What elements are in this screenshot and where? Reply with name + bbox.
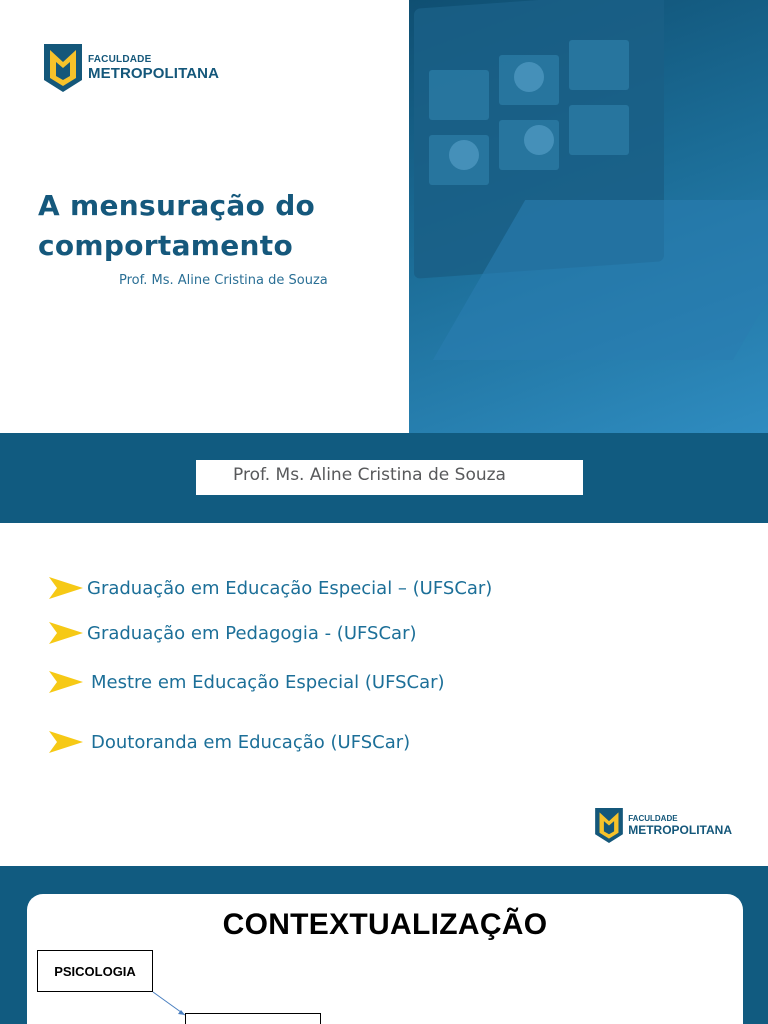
video-call-photo [409,0,768,433]
brand-line-2: METROPOLITANA [88,65,220,82]
slide-context [0,866,768,1024]
arrow-bullet-icon [49,729,83,755]
bio-item [49,620,417,646]
slide-title-heading: A mensuração do comportamento [38,189,316,262]
brand-line-2: METROPOLITANA [628,823,732,837]
bio-item-label: Graduação em Educação Especial – (UFSCar) [87,577,493,599]
brand-logo [595,808,732,843]
shield-m-icon [44,44,82,92]
arrow-bullet-icon [49,669,83,695]
call-tile [429,70,489,120]
bio-item [49,575,492,601]
bio-item-label: Doutoranda em Educação (UFSCar) [91,731,411,753]
bio-item-label: Mestre em Educação Especial (UFSCar) [91,671,445,693]
slide-title [0,0,768,433]
brand-line-1: FACULDADE [628,814,678,823]
brand-line-1: FACULDADE [88,54,152,65]
context-title: CONTEXTUALIZAÇÃO [222,908,548,941]
call-tile [569,40,629,90]
psychology-box-label: PSICOLOGIA [54,964,136,979]
content-card [27,894,743,1024]
shield-m-icon [595,808,623,843]
call-tile [569,105,629,155]
slide-title-subtitle: Prof. Ms. Aline Cristina de Souza [119,273,328,288]
person-avatar [449,140,479,170]
person-avatar [524,125,554,155]
person-avatar [514,62,544,92]
slide-bio [0,433,768,866]
bio-item [49,669,445,695]
bio-item [49,729,410,755]
child-box [185,1013,321,1024]
bio-item-label: Graduação em Pedagogia - (UFSCar) [87,622,417,644]
professor-name: Prof. Ms. Aline Cristina de Souza [233,465,506,485]
arrow-bullet-icon [49,575,83,601]
brand-logo [44,44,219,92]
connector-arrow [27,894,743,1024]
bio-list [0,433,768,866]
arrow-bullet-icon [49,620,83,646]
